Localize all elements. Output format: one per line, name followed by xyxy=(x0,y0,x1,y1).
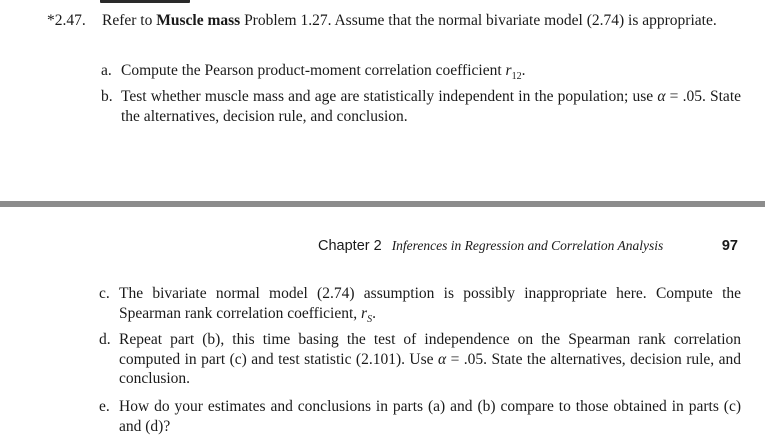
part-text-pre: Test whether muscle mass and age are statistically independent in the population; use xyxy=(121,88,658,105)
cropped-text-fragment xyxy=(100,0,220,3)
part-a xyxy=(101,61,741,87)
symbol-alpha: α xyxy=(657,88,666,105)
chapter-label: Chapter 2 xyxy=(318,238,382,254)
part-text-post: = .05. State the alternatives, decision rule, and conclusion. xyxy=(121,88,742,125)
part-label: b. xyxy=(101,88,113,105)
symbol-alpha: α xyxy=(438,350,447,368)
problem-2-47 xyxy=(47,11,747,31)
symbol-subscript: S xyxy=(367,313,373,325)
part-text-post: = .05. State the alternatives, decision rule, and conclusion. xyxy=(119,350,741,387)
page-separator xyxy=(0,201,765,207)
part-text: The bivariate normal model (2.74) assumption is possibly inappropriate here. Compute the Spearman rank correlation coefficient, xyxy=(119,285,741,322)
part-e xyxy=(99,397,741,436)
part-end: . xyxy=(372,304,376,322)
stem-text-pre: Refer to xyxy=(102,12,157,29)
part-text-pre: Repeat part (b), this time basing the test of independence on the Spearman rank correlation computed in part (c) and test statistic (2.101). Use xyxy=(119,331,741,368)
part-text: How do your estimates and conclusions in parts (a) and (b) compare to those obtained in parts (c) and (d)? xyxy=(119,398,741,435)
part-label: a. xyxy=(101,62,112,79)
part-label: e. xyxy=(99,398,110,415)
part-text: Compute the Pearson product-moment correlation coefficient xyxy=(121,62,506,79)
symbol-r: r xyxy=(361,304,368,322)
part-label: c. xyxy=(99,285,110,302)
page-number: 97 xyxy=(721,238,738,254)
part-label: d. xyxy=(99,331,111,348)
cropped-text-stroke xyxy=(100,0,190,3)
problem-number: *2.47. xyxy=(47,12,86,29)
part-b xyxy=(101,87,742,126)
part-d xyxy=(99,330,741,389)
dataset-name: Muscle mass xyxy=(156,12,241,29)
stem-text-post: Problem 1.27. Assume that the normal bivariate model (2.74) is appropriate. xyxy=(240,12,717,29)
symbol-subscript: 12 xyxy=(511,71,522,83)
part-end: . xyxy=(521,62,526,79)
chapter-title: Inferences in Regression and Correlation Analysis xyxy=(391,238,664,253)
part-c xyxy=(99,284,741,329)
problem-stem xyxy=(102,11,747,31)
running-head xyxy=(318,236,740,256)
symbol-r: r xyxy=(505,62,512,79)
